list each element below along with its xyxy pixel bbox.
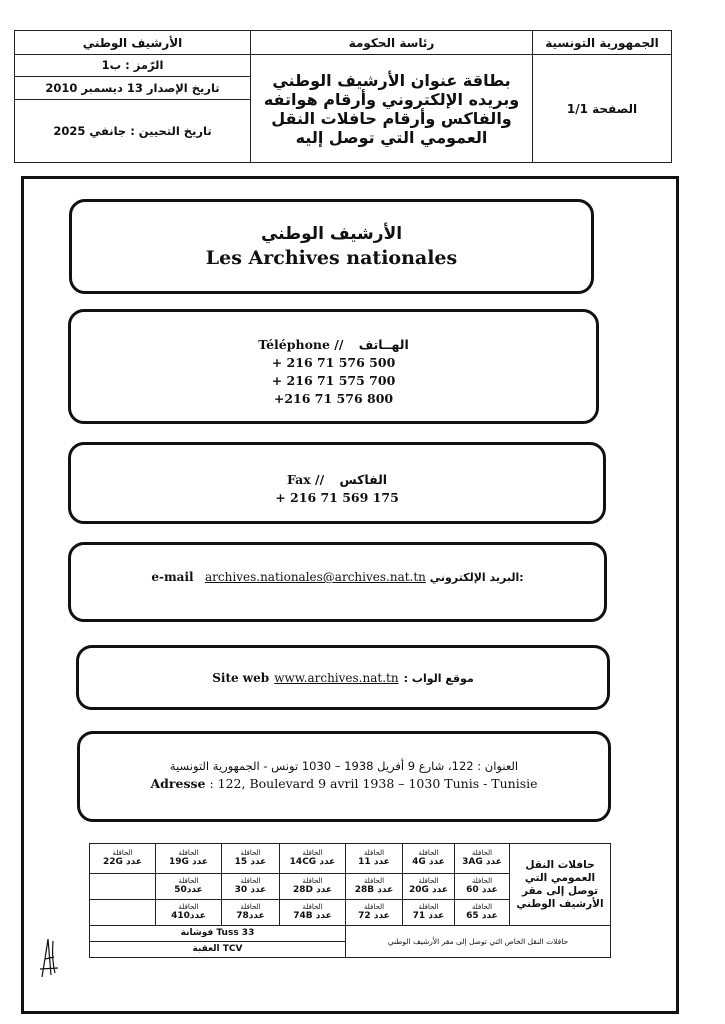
phone-label-row: [71, 334, 596, 354]
bus-cell: الحافلة عدد50: [156, 874, 222, 900]
web-row: [79, 667, 607, 687]
email-label-ar: البريد الإلكتروني:: [429, 571, 524, 584]
address-box: [77, 731, 611, 822]
web-link[interactable]: www.archives.nat.tn: [274, 671, 399, 685]
bus-cell: الحافلة عدد 65: [455, 900, 510, 926]
phone-number-1: + 216 71 576 500: [271, 355, 396, 370]
bus-cell-empty: [90, 900, 156, 926]
header-archive: الأرشيف الوطني: [15, 31, 251, 55]
header-code: الرّمز : ب1: [15, 55, 250, 77]
phone-number-3: +216 71 576 800: [273, 391, 394, 406]
bus-cell: الحافلة عدد 60: [455, 874, 510, 900]
email-row: [71, 568, 604, 586]
bus-cell: الحافلة عدد 3AG: [455, 844, 510, 874]
name-arabic: الأرشيف الوطني: [260, 224, 403, 244]
phone-label-fr: Téléphone //: [258, 337, 344, 352]
header-issue-date: تاريخ الإصدار 13 ديسمبر 2010: [15, 77, 250, 100]
header-table: [14, 30, 672, 163]
web-label-ar: : موقع الواب: [403, 672, 474, 685]
web-label-fr: Site web: [212, 671, 270, 685]
address-arabic: العنوان : 122، شارع 9 أفريل 1938 – 1030 تونس - الجمهورية التونسية: [169, 759, 519, 773]
web-box: [76, 645, 610, 710]
email-box: [68, 542, 607, 622]
bus-cell: الحافلة عدد 72: [346, 900, 403, 926]
fax-label-ar: الفاكس: [339, 472, 388, 487]
header-presidency: رئاسة الحكومة: [251, 31, 533, 55]
address-french: : 122, Boulevard 9 avril 1938 – 1030 Tunis - Tunisie: [209, 776, 538, 791]
bus-cell: الحافلة عدد78: [222, 900, 280, 926]
bus-cell: الحافلة عدد410: [156, 900, 222, 926]
signature: [38, 935, 60, 980]
header-update-date: تاريخ التحيين : جانفي 2025: [53, 124, 212, 138]
private-bus-lines: [90, 926, 346, 958]
bus-cell: الحافلة عدد 74B: [280, 900, 346, 926]
public-bus-header: حافلات النقل العمومي التي توصل إلى مقر الأرشيف الوطني: [510, 844, 611, 926]
fax-number: + 216 71 569 175: [275, 490, 399, 505]
bus-cell: الحافلة عدد 14CG: [280, 844, 346, 874]
fax-label-row: [71, 469, 603, 489]
bus-cell: الحافلة عدد 30: [222, 874, 280, 900]
private-bus-header: حافلات النقل الخاص التي توصل إلى مقر الأرشيف الوطني: [346, 926, 611, 958]
email-link[interactable]: archives.nationales@archives.nat.tn: [205, 570, 426, 584]
bus-cell: الحافلة عدد 15: [222, 844, 280, 874]
address-french-row: [80, 776, 608, 791]
name-french: Les Archives nationales: [205, 247, 458, 269]
name-box: [69, 199, 594, 294]
bus-cell: الحافلة عدد 20G: [403, 874, 455, 900]
bus-table: [89, 843, 611, 958]
bus-cell: الحافلة عدد 71: [403, 900, 455, 926]
phone-label-ar: الهــاتف: [358, 337, 409, 352]
bus-cell: الحافلة عدد 28B: [346, 874, 403, 900]
header-page: الصفحة 1/1: [533, 55, 672, 163]
bus-cell: الحافلة عدد 19G: [156, 844, 222, 874]
fax-label-fr: Fax //: [286, 472, 325, 487]
bus-cell: الحافلة عدد 22G: [90, 844, 156, 874]
email-label-fr: e-mail: [151, 570, 194, 584]
bus-cell: الحافلة عدد 28D: [280, 874, 346, 900]
phone-box: [68, 309, 599, 424]
address-label-fr: Adresse: [150, 776, 206, 791]
private-line-1: Tuss 33 فوشانة: [90, 926, 345, 942]
bus-cell: الحافلة عدد 11: [346, 844, 403, 874]
fax-box: [68, 442, 606, 524]
document-title: بطاقة عنوان الأرشيف الوطني وبريده الإلكتروني وأرقام هواتفه والفاكس وأرقام حافلات النقل العمومي التي توصل إليه: [251, 55, 533, 163]
header-country: الجمهورية التونسية: [533, 31, 672, 55]
header-meta-cell: [15, 55, 251, 163]
private-line-2: TCV العقبة: [192, 944, 243, 954]
phone-number-2: + 216 71 575 700: [271, 373, 396, 388]
bus-cell-empty: [90, 874, 156, 900]
bus-cell: الحافلة عدد 4G: [403, 844, 455, 874]
